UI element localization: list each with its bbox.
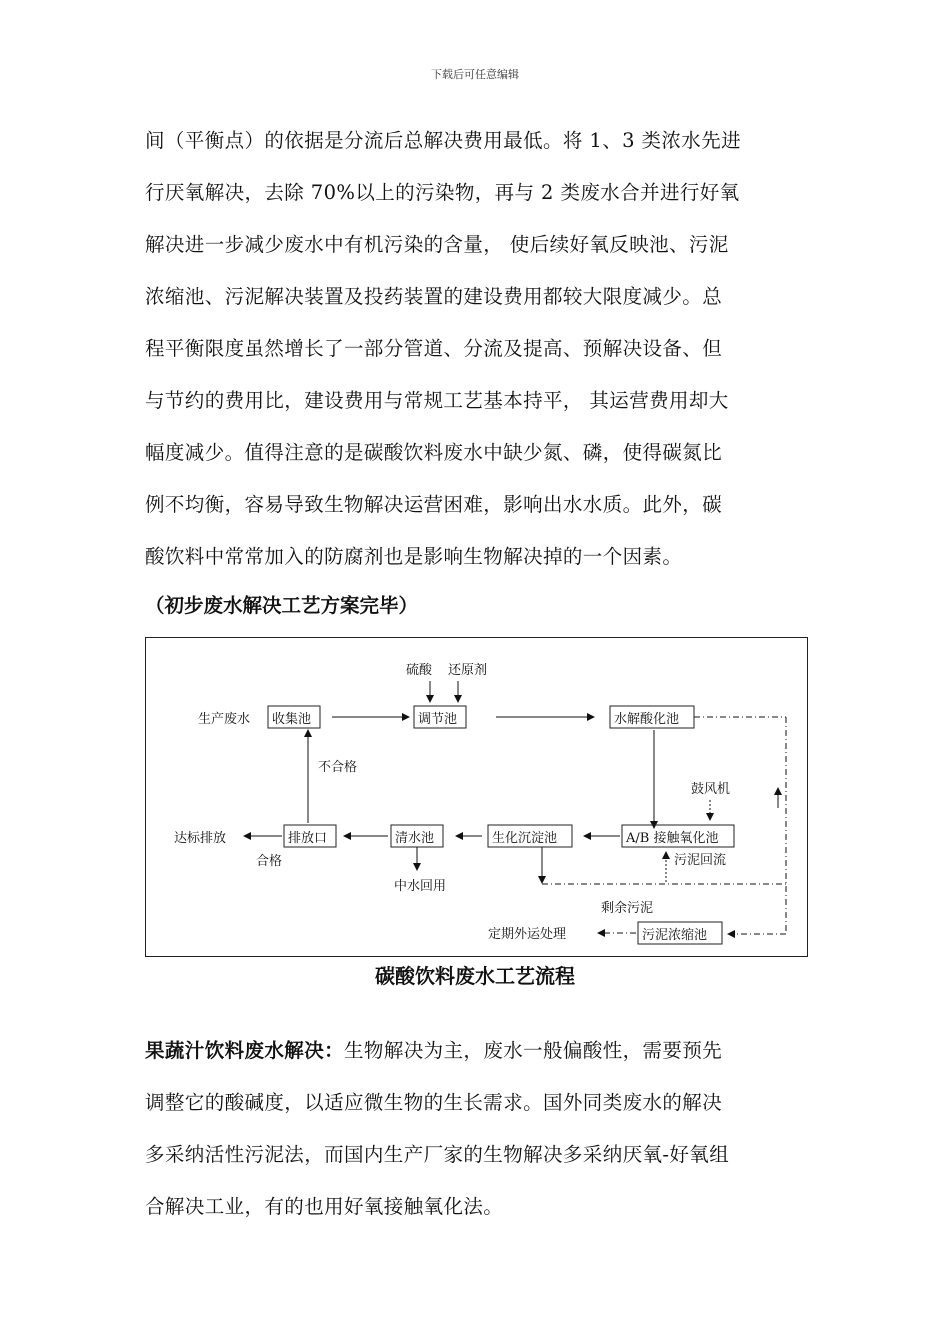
text-line: 程平衡限度虽然增长了一部分管道、分流及提高、预解决设备、但 — [145, 337, 723, 360]
label-reuse: 中水回用 — [394, 879, 447, 894]
label-settle: 生化沉淀池 — [492, 831, 558, 846]
label-adjust: 调节池 — [418, 712, 458, 727]
text-line: 浓缩池、污泥解决装置及投药装置的建设费用都较大限度减少。总 — [145, 285, 723, 308]
label-blower: 鼓风机 — [691, 782, 731, 797]
page-header: 下载后可任意编辑 — [431, 68, 519, 81]
label-hydrolysis: 水解酸化池 — [614, 712, 680, 727]
text-line — [145, 1035, 722, 1063]
diagram-caption: 碳酸饮料废水工艺流程 — [375, 964, 575, 988]
paragraph-lead-rest: 生物解决为主，废水一般偏酸性，需要预先 — [344, 1039, 723, 1062]
label-ab: A/B 接触氧化池 — [626, 831, 719, 846]
label-sludge-return: 污泥回流 — [674, 853, 727, 868]
label-periodic: 定期外运处理 — [488, 927, 567, 942]
text-line: 酸饮料中常常加入的防腐剂也是影响生物解决掉的一个因素。 — [145, 545, 683, 568]
text-line: 解决进一步减少废水中有机污染的含量， 使后续好氧反映池、污泥 — [145, 233, 729, 256]
text-line: 间（平衡点）的依据是分流后总解决费用最低。将 1、3 类浓水先进 — [145, 129, 742, 152]
process-flow-diagram — [145, 637, 808, 957]
text-line: 幅度减少。值得注意的是碳酸饮料废水中缺少氮、磷，使得碳氮比 — [145, 441, 723, 464]
label-acid: 硫酸 — [406, 663, 433, 678]
label-pass: 合格 — [256, 854, 283, 869]
label-excess: 剩余污泥 — [601, 901, 654, 916]
label-reductant: 还原剂 — [448, 663, 488, 678]
text-line: 合解决工业，有的也用好氧接触氧化法。 — [145, 1195, 504, 1218]
label-clear: 清水池 — [395, 831, 435, 846]
label-collect: 收集池 — [272, 712, 312, 727]
label-source: 生产废水 — [198, 712, 251, 727]
label-outlet: 排放口 — [288, 831, 328, 846]
text-line: 例不均衡，容易导致生物解决运营困难，影响出水水质。此外，碳 — [145, 493, 723, 516]
section-heading: （初步废水解决工艺方案完毕） — [145, 594, 419, 617]
text-line: 行厌氧解决，去除 70%以上的污染物，再与 2 类废水合并进行好氧 — [145, 181, 740, 204]
label-thicken: 污泥浓缩池 — [642, 928, 708, 943]
paragraph-lead: 果蔬汁饮料废水解决： — [145, 1039, 345, 1062]
text-line: 调整它的酸碱度，以适应微生物的生长需求。国外同类废水的解决 — [145, 1091, 723, 1114]
text-line: 多采纳活性污泥法，而国内生产厂家的生物解决多采纳厌氧-好氧组 — [145, 1143, 730, 1166]
label-discharge-std: 达标排放 — [174, 831, 227, 846]
text-line: 与节约的费用比，建设费用与常规工艺基本持平， 其运营费用却大 — [145, 389, 729, 412]
label-not-pass: 不合格 — [318, 760, 358, 775]
